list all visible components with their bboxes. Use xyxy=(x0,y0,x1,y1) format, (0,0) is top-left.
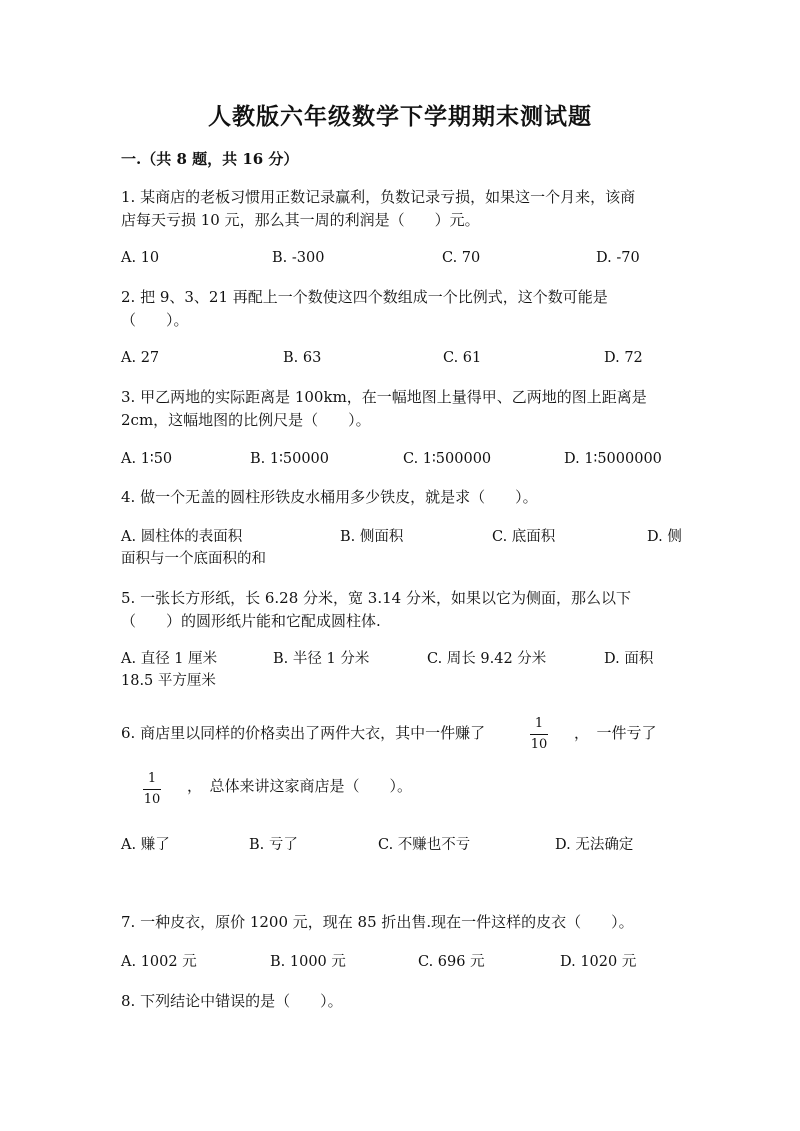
question-6-fraction-2 xyxy=(143,771,161,808)
question-2-line-1: 2. 把 9、3、21 再配上一个数使这四个数组成一个比例式，这个数可能是 xyxy=(121,288,608,306)
question-4-option-b: B. 侧面积 xyxy=(340,529,404,545)
question-4-line-1: 4. 做一个无盖的圆柱形铁皮水桶用多少铁皮，就是求（ ）。 xyxy=(121,488,538,506)
question-5-line-2: （ ）的圆形纸片能和它配成圆柱体. xyxy=(121,612,381,630)
question-2-option-a: A. 27 xyxy=(121,350,160,366)
question-3-line-2: 2cm，这幅地图的比例尺是（ ）。 xyxy=(121,411,371,429)
question-3-option-a: A. 1∶50 xyxy=(121,451,173,467)
question-2-line-2: （ ）。 xyxy=(121,311,189,329)
question-5-option-d-continued: 18.5 平方厘米 xyxy=(121,673,216,689)
question-3-text xyxy=(121,386,681,432)
question-4-option-a: A. 圆柱体的表面积 xyxy=(121,529,243,545)
fraction-1-denominator: 10 xyxy=(530,737,548,752)
question-5-option-b: B. 半径 1 分米 xyxy=(273,651,370,667)
question-7-option-b: B. 1000 元 xyxy=(270,954,346,970)
question-5-option-c: C. 周长 9.42 分米 xyxy=(427,651,547,667)
question-6-option-d: D. 无法确定 xyxy=(555,837,634,853)
fraction-2-bar xyxy=(143,789,161,790)
question-6-option-b: B. 亏了 xyxy=(249,837,298,853)
question-1-option-a: A. 10 xyxy=(121,250,160,266)
question-1-text xyxy=(121,186,681,232)
question-7-option-d: D. 1020 元 xyxy=(560,954,637,970)
page-title: 人教版六年级数学下学期期末测试题 xyxy=(208,103,592,130)
question-4-option-d: D. 侧 xyxy=(647,529,682,545)
question-6-fraction-1 xyxy=(530,716,548,753)
question-6-text-part-1: 6. 商店里以同样的价格卖出了两件大衣，其中一件赚了 xyxy=(121,724,486,742)
question-2-option-d: D. 72 xyxy=(604,350,643,366)
question-5-line-1: 5. 一张长方形纸，长 6.28 分米，宽 3.14 分米，如果以它为侧面，那么以下 xyxy=(121,589,631,607)
question-6-text-part-3: ， 总体来讲这家商店是（ ）。 xyxy=(187,777,413,795)
question-4-text xyxy=(121,486,681,509)
question-2-text xyxy=(121,286,681,332)
section-heading: 一.（共 8 题，共 16 分） xyxy=(121,150,299,168)
question-2-option-c: C. 61 xyxy=(443,350,482,366)
question-6-option-a: A. 赚了 xyxy=(121,837,170,853)
question-7-text xyxy=(121,911,681,934)
question-3-line-1: 3. 甲乙两地的实际距离是 100km，在一幅地图上量得甲、乙两地的图上距离是 xyxy=(121,388,647,406)
question-7-line-1: 7. 一种皮衣，原价 1200 元，现在 85 折出售.现在一件这样的皮衣（ ）。 xyxy=(121,913,634,931)
fraction-1-numerator: 1 xyxy=(534,716,544,731)
question-1-option-d: D. -70 xyxy=(596,250,640,266)
question-5-option-a: A. 直径 1 厘米 xyxy=(121,651,218,667)
question-1-option-c: C. 70 xyxy=(442,250,481,266)
question-5-option-d: D. 面积 xyxy=(604,651,654,667)
question-5-text xyxy=(121,587,681,633)
fraction-2-numerator: 1 xyxy=(147,771,157,786)
question-3-option-d: D. 1∶5000000 xyxy=(564,451,662,467)
question-6-option-c: C. 不赚也不亏 xyxy=(378,837,471,853)
question-7-option-a: A. 1002 元 xyxy=(121,954,197,970)
fraction-1-bar xyxy=(530,734,548,735)
question-8-line-1: 8. 下列结论中错误的是（ ）。 xyxy=(121,992,343,1010)
question-1-line-2: 店每天亏损 10 元，那么其一周的利润是（ ）元。 xyxy=(121,211,480,229)
question-7-option-c: C. 696 元 xyxy=(418,954,485,970)
question-3-option-c: C. 1∶500000 xyxy=(403,451,492,467)
question-4-option-c: C. 底面积 xyxy=(492,529,556,545)
fraction-2-denominator: 10 xyxy=(143,792,161,807)
question-4-option-d-continued: 面积与一个底面积的和 xyxy=(121,551,266,567)
question-2-option-b: B. 63 xyxy=(283,350,322,366)
question-1-line-1: 1. 某商店的老板习惯用正数记录赢利，负数记录亏损，如果这一个月来，该商 xyxy=(121,188,636,206)
question-3-option-b: B. 1∶50000 xyxy=(250,451,329,467)
question-8-text xyxy=(121,990,681,1013)
question-6-text-part-2: ， 一件亏了 xyxy=(574,724,657,742)
question-1-option-b: B. -300 xyxy=(272,250,325,266)
